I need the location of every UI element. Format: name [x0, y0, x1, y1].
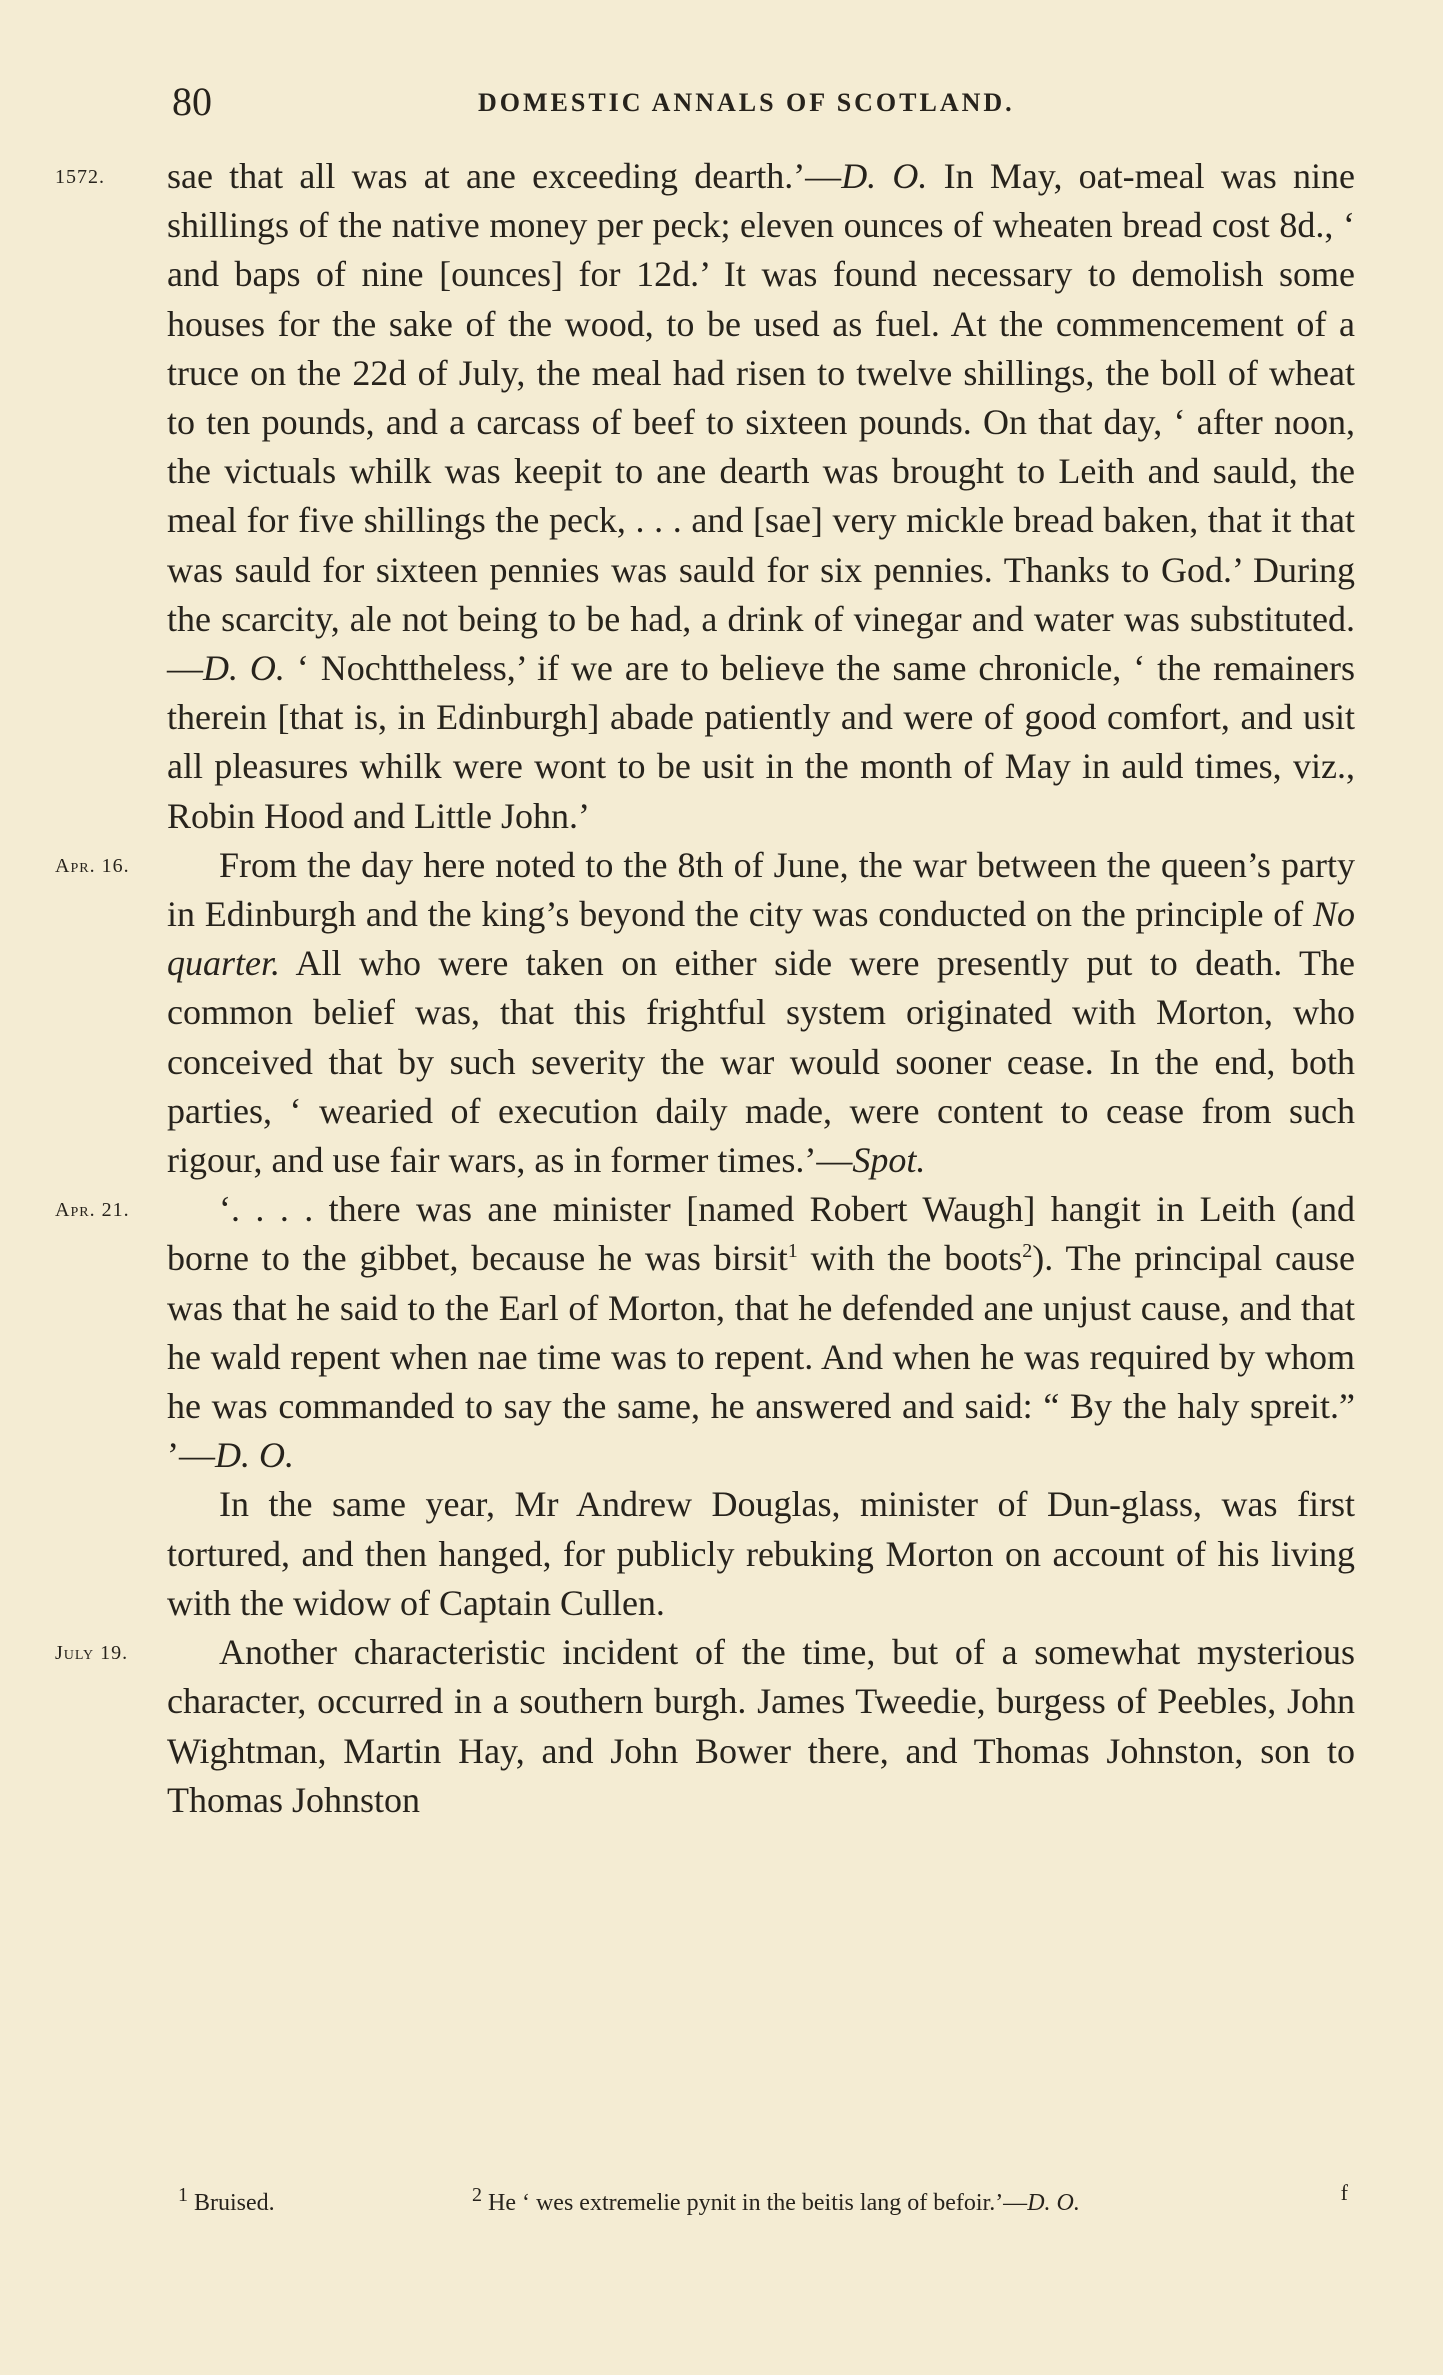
footnote-2-text: He ‘ wes extremelie pynit in the beitis lang of befoir.’—	[482, 2190, 1028, 2216]
footnotes	[178, 2180, 1348, 2225]
text-run: ‘ Nochttheless,’ if we are to believe the same chronicle, ‘ the remainers therein [that is, in Edinburgh] abade patiently and were of good comfort, and usit all pleasures whilk were wont to be usit in the month of May in auld times, viz., Robin Hood and Little John.’	[167, 648, 1355, 836]
running-title: DOMESTIC ANNALS OF SCOTLAND.	[478, 88, 1015, 117]
signature-mark: f	[1340, 2180, 1348, 2205]
text-run: ‘. . . . there was ane minister [named Robert Waugh] hangit in Leith (and borne to the gibbet, because he was birsit	[167, 1189, 1355, 1279]
footnote-2-marker: 2	[472, 2184, 482, 2206]
page-number: 80	[172, 79, 212, 124]
footnote-2-source: D. O.	[1027, 2190, 1080, 2216]
italic-text: D. O.	[203, 648, 285, 689]
text-run: In the same year, Mr Andrew Douglas, minister of Dun-glass, was first tortured, and then hanged, for publicly rebuking Morton on account of his living with the widow of Captain Cullen.	[167, 1484, 1355, 1623]
paragraph	[55, 152, 1355, 841]
footnote-ref: 2	[1022, 1240, 1033, 1263]
footnote-1-marker: 1	[178, 2184, 188, 2206]
text-run: From the day here noted to the 8th of June, the war between the queen’s party in Edinburgh and the king’s beyond the city was conducted on the principle of	[167, 844, 1355, 935]
paragraph	[55, 841, 1355, 1185]
page-header	[0, 72, 1443, 132]
footnote-2	[472, 2185, 1080, 2221]
paragraph	[55, 1628, 1355, 1825]
margin-date: Apr. 21.	[55, 1199, 130, 1222]
margin-date: July 19.	[55, 1642, 129, 1665]
margin-date: 1572.	[55, 166, 105, 188]
main-text	[55, 152, 1355, 1825]
footnote-1	[178, 2185, 275, 2221]
footnote-1-text: Bruised.	[188, 2190, 275, 2216]
italic-text: Spot.	[852, 1140, 926, 1181]
text-run: Another characteristic incident of the time, but of a somewhat mysterious character, occurred in a southern burgh. James Tweedie, burgess of Peebles, John Wightman, Martin Hay, and John Bower there, and Thomas Johnston, son to Thomas Johnston	[167, 1632, 1355, 1820]
italic-text: D. O.	[215, 1435, 294, 1476]
margin-date: Apr. 16.	[55, 854, 130, 877]
italic-text: No quarter.	[167, 894, 1355, 984]
text-run: All who were taken on either side were presently put to death. The common belief was, that this frightful system originated with Morton, who conceived that by such severity the war would sooner cease. In the end, both parties, ‘ wearied of execution daily made, were content to cease from such rigour, and use fair wars, as in former times.’—	[167, 943, 1355, 1181]
italic-text: D. O.	[841, 156, 928, 196]
paragraph	[167, 1480, 1355, 1628]
text-run: In May, oat-meal was nine shillings of the native money per peck; eleven ounces of wheaten bread cost 8d., ‘ and baps of nine [ounces] for 12d.’ It was found necessary to demolish some houses for the sake of the wood, to be used as fuel. At the commencement of a truce on the 22d of July, the meal had risen to twelve shillings, the boll of wheat to ten pounds, and a carcass of beef to sixteen pounds. On that day, ‘ after noon, the victuals whilk was keepit to ane dearth was brought to Leith and sauld, the meal for five shillings the peck, . . . and [sae] very mickle bread baken, that it that was sauld for sixteen pennies was sauld for six pennies. Thanks to God.’ During the scarcity, ale not being to be had, a drink of vinegar and water was substituted.—	[167, 156, 1355, 689]
text-run: with the boots	[797, 1238, 1023, 1279]
text-run: ). The principal cause was that he said to the Earl of Morton, that he defended ane unjust cause, and that he wald repent when nae time was to repent. And when he was required by whom he was commanded to say the same, he answered and said: “ By the haly spreit.” ’—	[167, 1238, 1355, 1476]
paragraph	[55, 1185, 1355, 1480]
text-run: sae that all was at ane exceeding dearth.’—	[167, 156, 842, 196]
footnote-ref: 1	[787, 1240, 798, 1263]
